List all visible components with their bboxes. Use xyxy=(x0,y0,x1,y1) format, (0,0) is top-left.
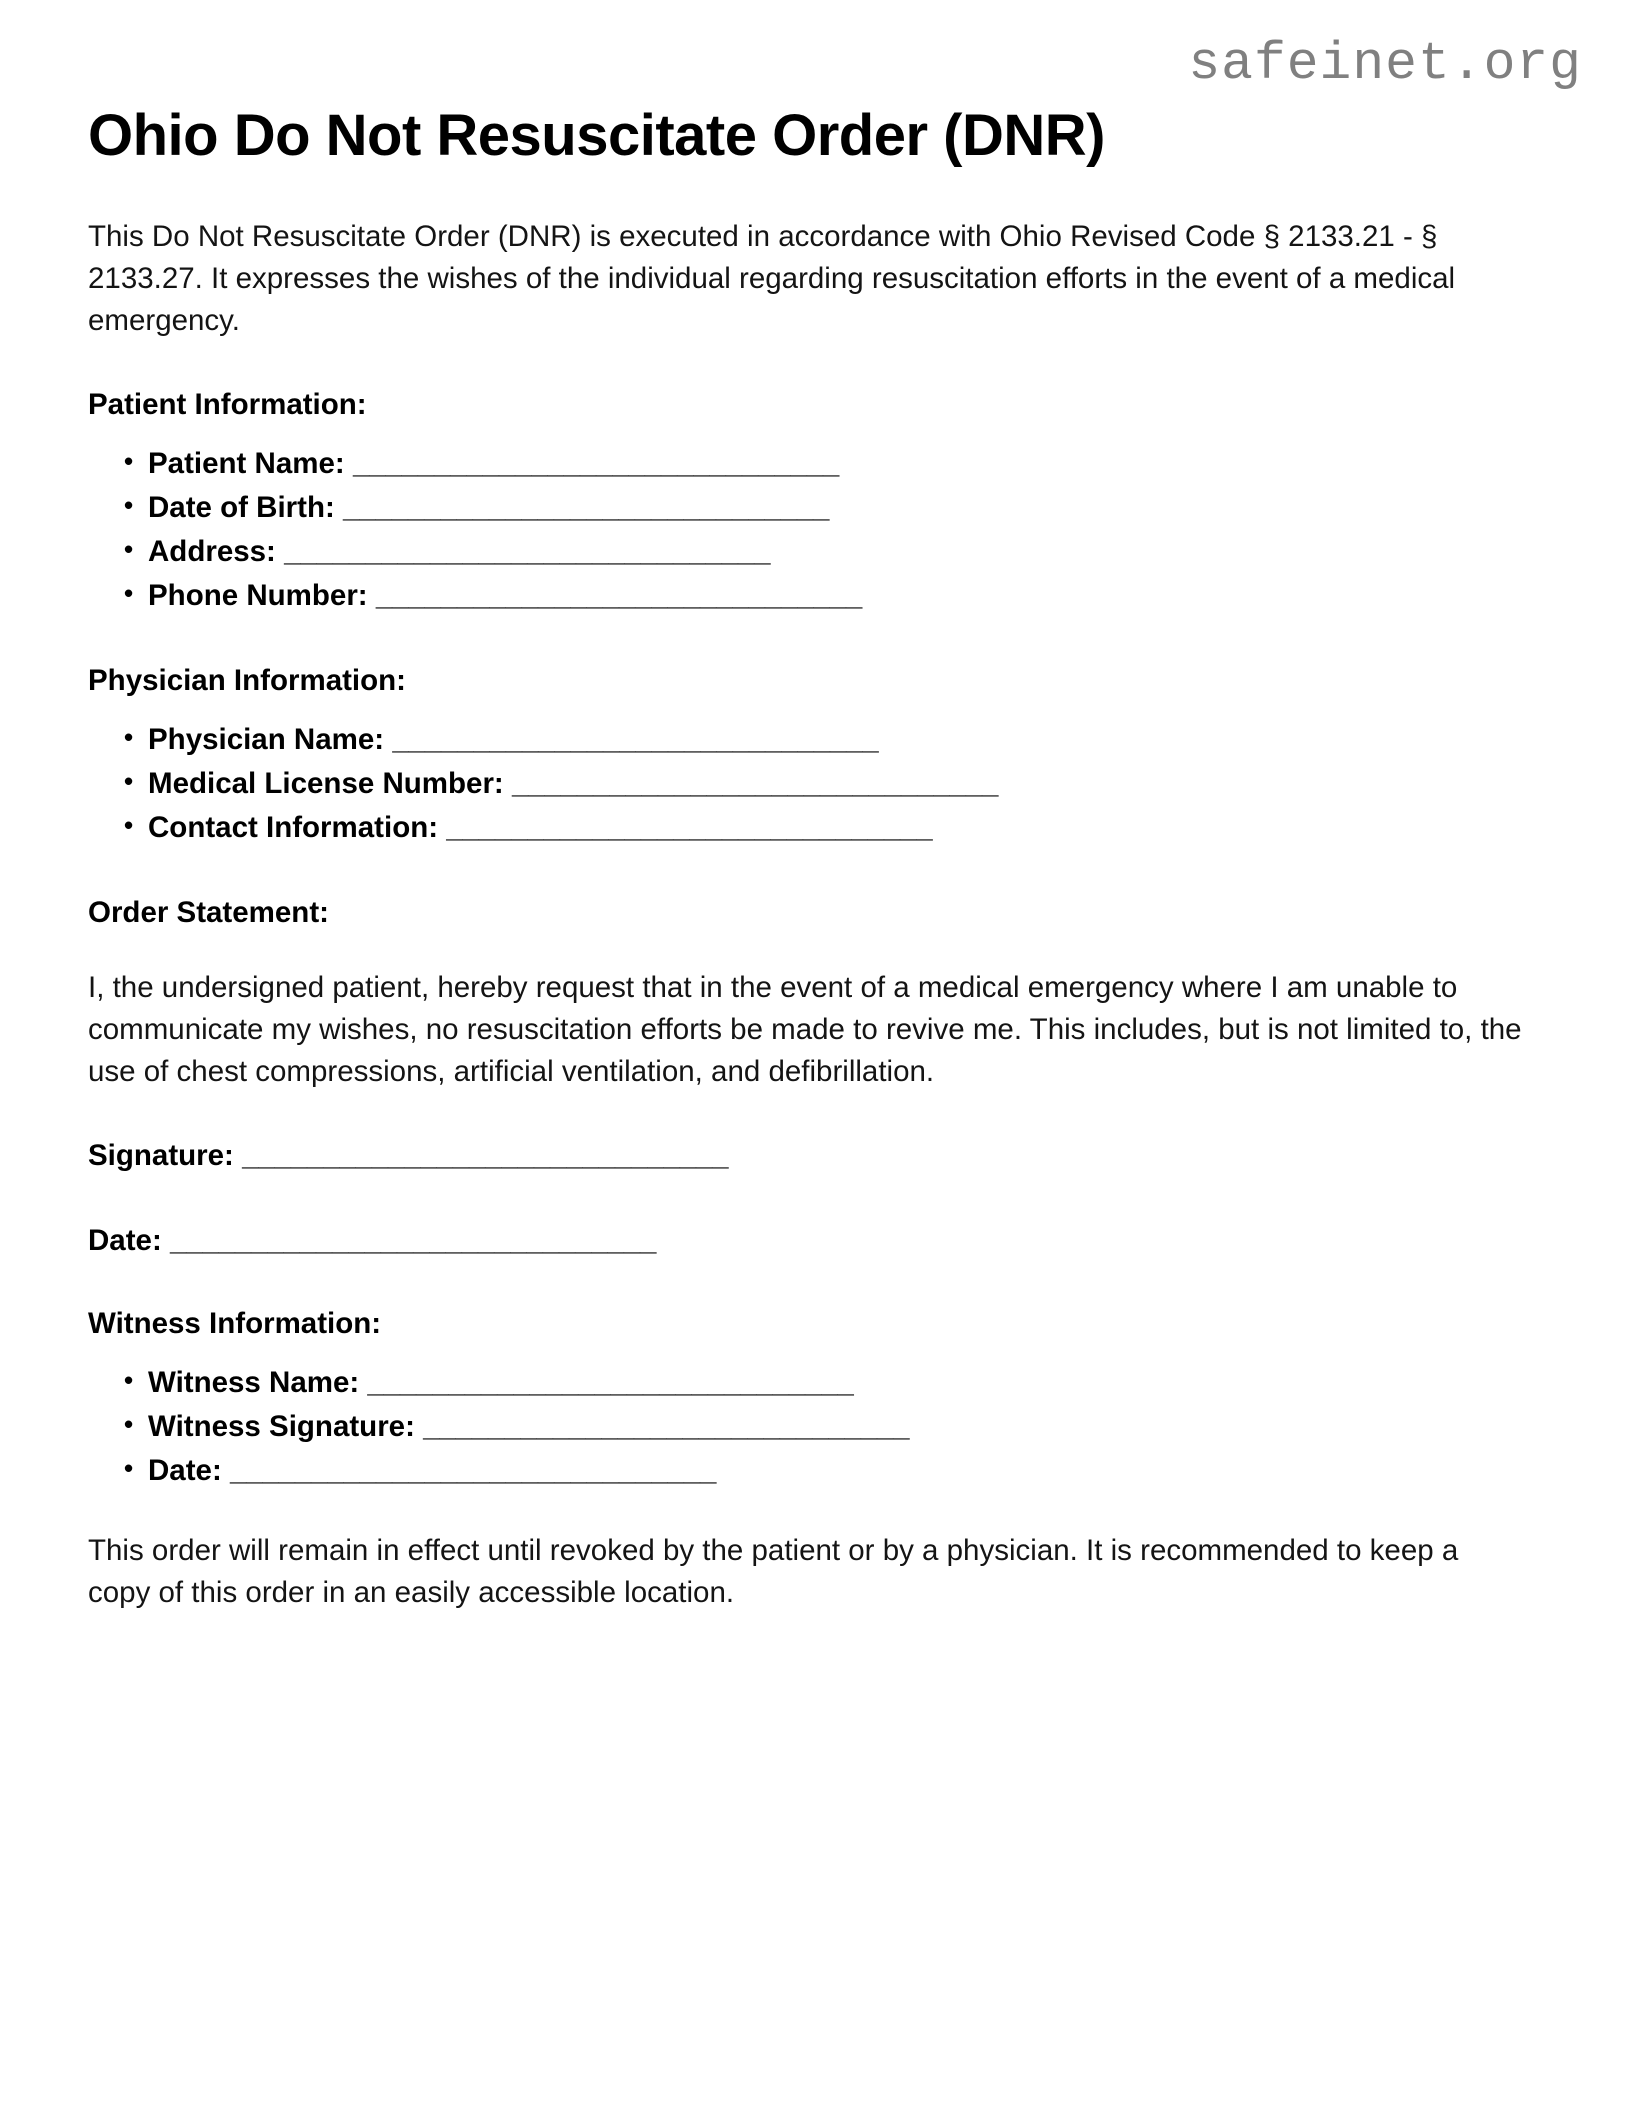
blank-line-date-of-birth[interactable]: ______________________________ xyxy=(343,490,830,524)
blank-line-phone-number[interactable]: ______________________________ xyxy=(375,578,863,612)
intro-paragraph: This Do Not Resuscitate Order (DNR) is executed in accordance with Ohio Revised Code § 2133.21 - § 2133.27. It expresses the wishes of the individual regarding resuscitation efforts in the event of a medical emergency. xyxy=(88,219,1456,337)
blank-line-patient-name[interactable]: ______________________________ xyxy=(352,446,840,480)
closing-paragraph: This order will remain in effect until revoked by the patient or by a physician. It is recommended to keep a copy of this order in an easily accessible location. xyxy=(88,1533,1459,1609)
list-item xyxy=(88,1405,1556,1449)
blank-line-address[interactable]: ______________________________ xyxy=(284,534,771,568)
field-label-contact-information: Contact Information: xyxy=(148,810,439,844)
order-statement-heading: Order Statement: xyxy=(88,895,329,929)
field-label-date: Date: xyxy=(88,1224,162,1258)
list-item xyxy=(88,1449,1556,1493)
field-label-address: Address: xyxy=(148,534,276,568)
blank-line-medical-license-number[interactable]: ______________________________ xyxy=(511,767,999,801)
list-item xyxy=(88,530,1556,574)
date-field-row xyxy=(88,1222,1556,1260)
blank-line-witness-name[interactable]: ______________________________ xyxy=(367,1365,854,1399)
list-item xyxy=(88,1361,1556,1405)
witness-information-field-list xyxy=(88,1361,1556,1493)
field-label-physician-name: Physician Name: xyxy=(148,723,385,757)
blank-line-date[interactable]: ______________________________ xyxy=(169,1224,657,1258)
page-title: Ohio Do Not Resuscitate Order (DNR) xyxy=(88,103,1105,168)
patient-information-field-list xyxy=(88,442,1556,618)
blank-line-witness-date[interactable]: ______________________________ xyxy=(229,1453,717,1487)
list-item xyxy=(88,806,1556,850)
blank-line-physician-name[interactable]: ______________________________ xyxy=(392,723,879,757)
order-statement-body: I, the undersigned patient, hereby request that in the event of a medical emergency where I am unable to communicate my wishes, no resuscitation efforts be made to revive me. This includes, but is not limited to, the use of chest compressions, artificial ventilation, and defibrillation. xyxy=(88,971,1522,1089)
list-item xyxy=(88,718,1556,762)
blank-line-signature[interactable]: ______________________________ xyxy=(242,1138,729,1172)
field-label-witness-name: Witness Name: xyxy=(148,1365,360,1399)
field-label-witness-signature: Witness Signature: xyxy=(148,1409,415,1443)
patient-information-heading: Patient Information: xyxy=(88,387,367,421)
blank-line-contact-information[interactable]: ______________________________ xyxy=(446,810,933,844)
physician-information-heading: Physician Information: xyxy=(88,663,406,697)
field-label-signature: Signature: xyxy=(88,1138,234,1172)
witness-information-heading: Witness Information: xyxy=(88,1306,382,1340)
list-item xyxy=(88,486,1556,530)
physician-information-field-list xyxy=(88,718,1556,850)
blank-line-witness-signature[interactable]: ______________________________ xyxy=(423,1409,910,1443)
field-label-phone-number: Phone Number: xyxy=(148,578,368,612)
list-item xyxy=(88,762,1556,806)
list-item xyxy=(88,442,1556,486)
signature-field-row xyxy=(88,1137,1556,1175)
field-label-date-of-birth: Date of Birth: xyxy=(148,490,335,524)
field-label-patient-name: Patient Name: xyxy=(148,446,345,480)
field-label-medical-license-number: Medical License Number: xyxy=(148,767,504,801)
site-watermark: safeinet.org xyxy=(1188,34,1582,94)
field-label-witness-date: Date: xyxy=(148,1453,222,1487)
list-item xyxy=(88,574,1556,618)
